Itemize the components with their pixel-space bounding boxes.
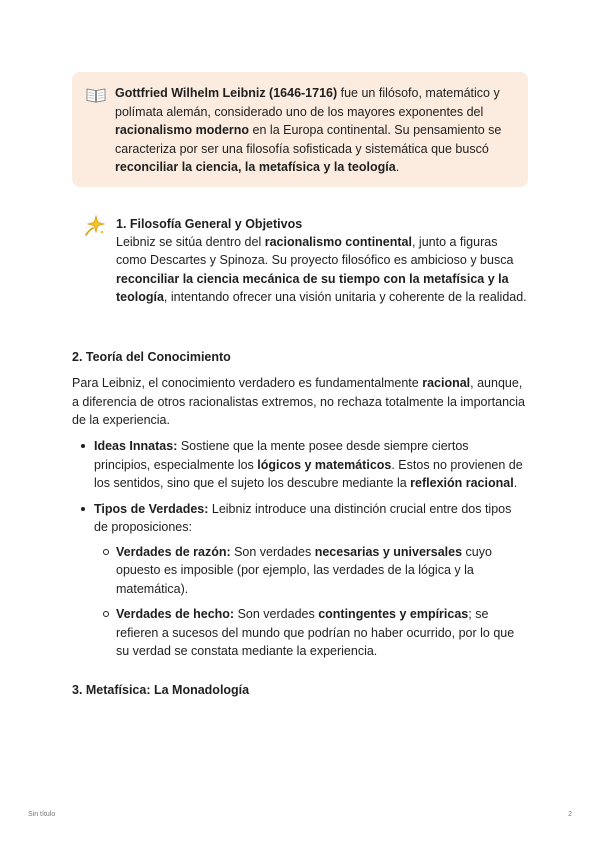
bold-text: racionalismo continental xyxy=(264,235,412,250)
text-run: cuyo opuesto es imposible (por ejemplo, las verdades de la lógica y la matemática). xyxy=(116,544,492,596)
list-item xyxy=(72,437,528,493)
text-run: , aunque, a diferencia de otros racionalistas extremos, no rechaza totalmente la importancia de la experiencia. xyxy=(72,376,526,427)
sub-list-item xyxy=(94,605,528,661)
bold-text: Verdades de razón: xyxy=(116,544,231,559)
bold-text: racional xyxy=(422,376,471,390)
footer-title: Sin título xyxy=(28,811,56,818)
text-run: , intentando ofrecer una visión unitaria y coherente de la realidad. xyxy=(163,289,527,304)
section-2-list xyxy=(72,437,528,668)
page-number: 2 xyxy=(568,811,572,818)
bold-text: lógicos y matemáticos xyxy=(257,457,392,472)
bold-text: reflexión racional xyxy=(410,476,514,490)
section-1-paragraph xyxy=(116,233,528,306)
open-book-icon xyxy=(86,86,106,104)
text-run: Sostiene que la mente posee desde siempre ciertos principios, especialmente los xyxy=(94,439,469,472)
text-run: Son verdades xyxy=(230,544,315,559)
sparkle-icon xyxy=(84,214,106,236)
section-1 xyxy=(116,215,528,306)
bold-text: contingentes y empíricas xyxy=(318,607,469,621)
intro-callout xyxy=(72,72,528,187)
section-2-intro xyxy=(72,374,528,430)
text-run: . xyxy=(395,160,400,174)
section-1-title: 1. Filosofía General y Objetivos xyxy=(116,217,303,231)
bold-text: Verdades de hecho: xyxy=(116,607,235,621)
text-run: . xyxy=(513,476,518,490)
text-run: . Estos no provienen de los sentidos, sino que el sujeto los descubre mediante la xyxy=(94,457,523,490)
bold-text: reconciliar la ciencia, la metafísica y la teología xyxy=(115,160,396,174)
bold-text: Gottfried Wilhelm Leibniz (1646-1716) xyxy=(115,86,338,100)
bold-text: Tipos de Verdades: xyxy=(94,501,209,516)
sub-list-item xyxy=(94,543,528,599)
bold-text: necesarias y universales xyxy=(314,544,463,559)
text-run: Para Leibniz, el conocimiento verdadero es fundamentalmente xyxy=(72,376,423,390)
text-run: fue un filósofo, matemático y polímata alemán, considerado uno de los mayores exponentes del xyxy=(115,86,500,119)
sub-list xyxy=(94,543,528,661)
section-3-title: 3. Metafísica: La Monadología xyxy=(72,683,250,697)
text-run: Son verdades xyxy=(234,607,319,621)
text-run: Leibniz introduce una distinción crucial entre dos tipos de proposiciones: xyxy=(94,501,512,534)
text-run: en la Europa continental. Su pensamiento se caracteriza por ser una filosofía sofisticada y sistemática que buscó xyxy=(115,123,502,156)
bold-text: reconciliar la ciencia mecánica de su tiempo con la metafísica y la teología xyxy=(116,271,509,304)
bold-text: racionalismo moderno xyxy=(115,123,250,137)
text-run: Leibniz se sitúa dentro del xyxy=(116,235,265,250)
callout-text xyxy=(115,84,512,177)
bold-text: Ideas Innatas: xyxy=(94,439,178,453)
list-item xyxy=(72,500,528,661)
section-2-title: 2. Teoría del Conocimiento xyxy=(72,350,231,364)
text-run: ; se refieren a sucesos del mundo que podrían no haber ocurrido, por lo que su verdad se constata mediante la experiencia. xyxy=(116,607,515,658)
text-run: , junto a figuras como Descartes y Spinoza. Su proyecto filosófico es ambicioso y busca xyxy=(116,235,514,268)
